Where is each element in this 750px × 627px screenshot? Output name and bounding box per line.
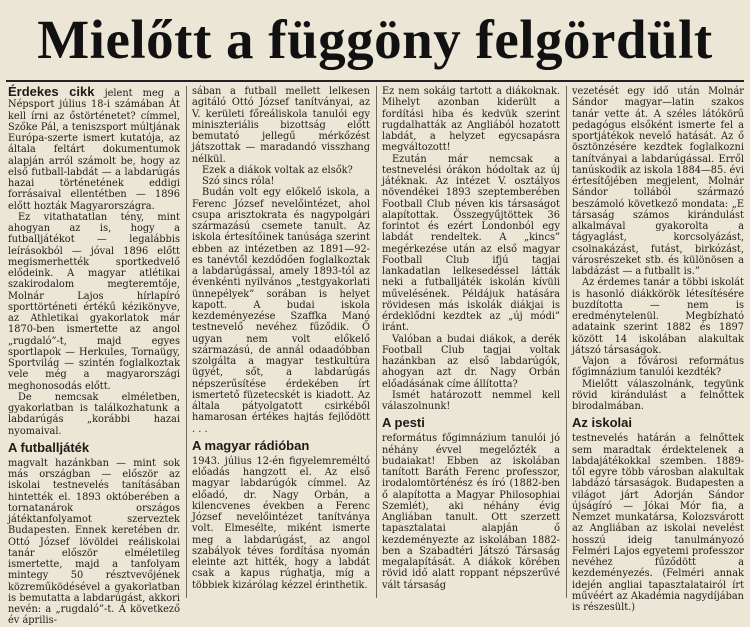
subheading: A futballjáték xyxy=(8,439,90,455)
intro-paragraph xyxy=(8,86,180,212)
paragraph: Ez nem sokáig tartott a diákoknak. Mihelyt azonban kiderült a fordítási hiba és kedvük szerint rugdalhatták az Angliából hozatott labdát, a helyzet egycsapásra megváltozott! xyxy=(382,86,560,154)
column-divider xyxy=(186,86,187,598)
paragraph: Mielőtt válaszolnánk, tegyünk rövid kirándulást a felnőttek birodalmában. xyxy=(572,378,744,412)
paragraph: sában a futball mellett lelkesen agitáló Ottó József tanítványai, az V. kerületi főreáliskola tanulói egy miniszteriális bizottság előtt bemutató jellegű mérkőzést játszottak — maradandó visszhang nélkül. xyxy=(192,86,370,165)
paragraph: 1943. július 12-én figyelemreméltó előadás hangzott el. Az első magyar labdarúgók címmel. Az előadó, dr. Nagy Orbán, a kilencvenes években a Ferenc József nevelőintézet tanítványa volt. Elmesélte, miként ismerte meg a labdarúgást, az angol szabályok téves fordítása nyomán eleinte azt hitték, hogy a labdát csak a kapus rúghatja, míg a többiek kizárólag kézzel érinthetik. xyxy=(192,455,370,591)
column-3 xyxy=(382,86,560,600)
subheading: A pesti xyxy=(382,415,425,431)
paragraph: református főgimnázium tanulói jó néhány évvel megelőzték a budaiakat! Ebben az iskolában tanított Baráth Ferenc professzor, irodalomtörténész és író (1882-ben ő alapította a Magyar Philosophiai Szemlét), aki néhány évig Angliában tanult. Ott szerzett tapasztalatai alapján ő kezdeményezte az iskolában 1882-ben a Szabadtéri Játszó Társaság megalapítását. A diákok körében rövid idő alatt roppant népszerűvé vált társaság xyxy=(382,433,560,591)
paragraph: Szó sincs róla! xyxy=(202,176,275,187)
paragraph: Vajon a fővárosi református főgimnázium tanulói kezdték? xyxy=(572,356,744,379)
subheading: Az iskolai xyxy=(572,415,632,431)
paragraph: testnevelés határán a felnőttek sem maradtak érdektelenek a labdajátékokkal szemben. 1889-től egyre több városban alakultak labdázó társaságok. Budapesten a világot járt Adorján Sándor újságíró — Jókai Mór fia, a Nemzet munkatársa, Kolozsvárott az Angliában az iskolai nevelést hosszú ideig tanulmányozó Felméri Lajos egyetemi professzor nevéhez fűződött a kezdeményezés. (Felméri annak idején angliai tapasztalatairól írt művéért az Akadémia nagydíjában is részesült.) xyxy=(572,433,744,613)
paragraph: Az érdemes tanár a többi iskolát is hasonló diákkörök létesítésére buzdította — nem is eredménytelenül. Megbízható adataink szerint 1882 és 1897 között 14 iskolában alakultak játszó társaságok. xyxy=(572,277,744,356)
paragraph: Valóban a budai diákok, a derék Football Club tagjai voltak hazánkban az első labdarúgók, ahogyan azt dr. Nagy Orbán előadásának címe állította? xyxy=(382,333,560,390)
paragraph: De nemcsak elméletben, gyakorlatban is találkozhatunk a labdarúgás „korábbi hazai nyomaival. xyxy=(8,391,180,437)
headline-rule xyxy=(6,80,744,82)
article-headline: Mielőtt a függöny felgördült xyxy=(37,9,713,70)
paragraph: Ismét határozott nemmel kell válaszolnunk! xyxy=(382,389,560,412)
paragraph: vezetését egy idő után Molnár Sándor magyar—latin szakos tanár vette át. A széles látókörű pedagógus elsőként ismerte fel a sportjátékok nevelő hatását. Az ő ösztönzésére kezdtek foglalkozni tanítványai a labdarúgással. Erről tanúskodik az iskola 1884—85. évi értesítőjében megjelent, Molnár Sándor tollából származó beszámoló következő mondata: „E társaság számos kirándulást alkalmával gyakorolta a tágyaglást, korcsolyázást, csolnakázást, futást, birkózást, városrészeket stb. és különösen a labdázást — a futballt is.” xyxy=(572,86,744,277)
column-divider xyxy=(376,86,377,598)
paragraph: Ezek a diákok voltak az elsők? xyxy=(202,164,353,176)
paragraph: Ez vitathatatlan tény, mint ahogyan az is, hogy a futballjátékot — legalábbis leírásokból — jóval 1896 előtt megismerhették sportkedvelő elődeink. A magyar atlétikai szakirodalom megteremtője, Molnár Lajos hírlapíró sporttörténeti értékű kézikönyve, az Athletikai gyakorlatok már 1870-ben ismertette az angol „rugdaló”-t, majd egyes sportlapok — Herkules, Tornaügy, Sportvilág — szintén foglalkoztak vele még a magyarországi meghonosodás előtt. xyxy=(8,211,180,392)
subheading: A magyar rádióban xyxy=(192,437,310,453)
column-4 xyxy=(572,86,744,613)
column-2 xyxy=(192,86,370,600)
paragraph: magvalt hazánkban — mint sok más országban — először az iskolai testnevelés tanításában hintették el. 1893 októberében a tornatanárok országos játéktanfolyamot szerveztek Budapesten. Ennek keretében dr. Ottó József lövöldei reáliskolai tanár először elméletileg ismertette, majd a tanfolyam mintegy 50 résztvevőjének közreműködésével a gyakorlatban is bemutatta a labdarúgást, akkori nevén: a „rugdaló”-t. A következő év április- xyxy=(8,457,180,627)
paragraph: Ezután már nemcsak a testnevelési órákon hódoltak az új játéknak. Az intézet V. osztályos növendékei 1893 szeptemberében Football Club néven kis társaságot alapítottak. Összegyűjtöttek 36 forintot és ezért Londonból egy labdát rendeltek. A „kincs” megérkezése után az első magyar Football Club ifjú tagjai lankadatlan lelkesedéssel látták neki a futballjáték iskolán kívüli művelésének. Példájuk hatására rövidesen más iskolák diákjai is érdeklődni kezdtek az „új módi” iránt. xyxy=(382,153,560,334)
intro-text: jelent meg a Népsport július 18-i számában Át kell írni az őstörténetet? címmel, Szőke Pál, a teniszsport múltjának Európa-szerte ismert kutatója, az általa feltárt dokumentumok alapján arról számolt be, hogy az első futball-labdát — a labdarúgás hazai történetének eddigi forrásaival ellentétben — 1896 előtt hozták Magyarországra. xyxy=(8,88,180,212)
column-divider xyxy=(566,86,567,598)
intro-lead: Érdekes cikk xyxy=(8,84,95,99)
column-1 xyxy=(8,84,180,627)
paragraph: Budán volt egy előkelő iskola, a Ferenc József nevelőintézet, ahol csupa arisztokrata és nagypolgári származású csemete tanult. Az iskola értesítőinek tanúsága szerint ebben az intézetben az 1891—92-es tanévtől kezdődően foglalkoztak a labdarúgással, amely 1893-tól az évenkénti nyilvános „testgyakorlati ünnepélyek” sorában is helyet kapott. A budai iskola kezdeményezése Szaffka Manó testnevelő nevéhez fűződik. Ő ugyan nem volt előkelő származású, de annál odaadóbban szolgálta a magyar testkultúra ügyét, sőt, a labdarúgás népszerűsítése érdekében írt ismertető füzetecskét is kiadott. Az általa pátyolgatott csirkéből hamarosan értékes hajtás fejlődött . . . xyxy=(192,187,370,435)
